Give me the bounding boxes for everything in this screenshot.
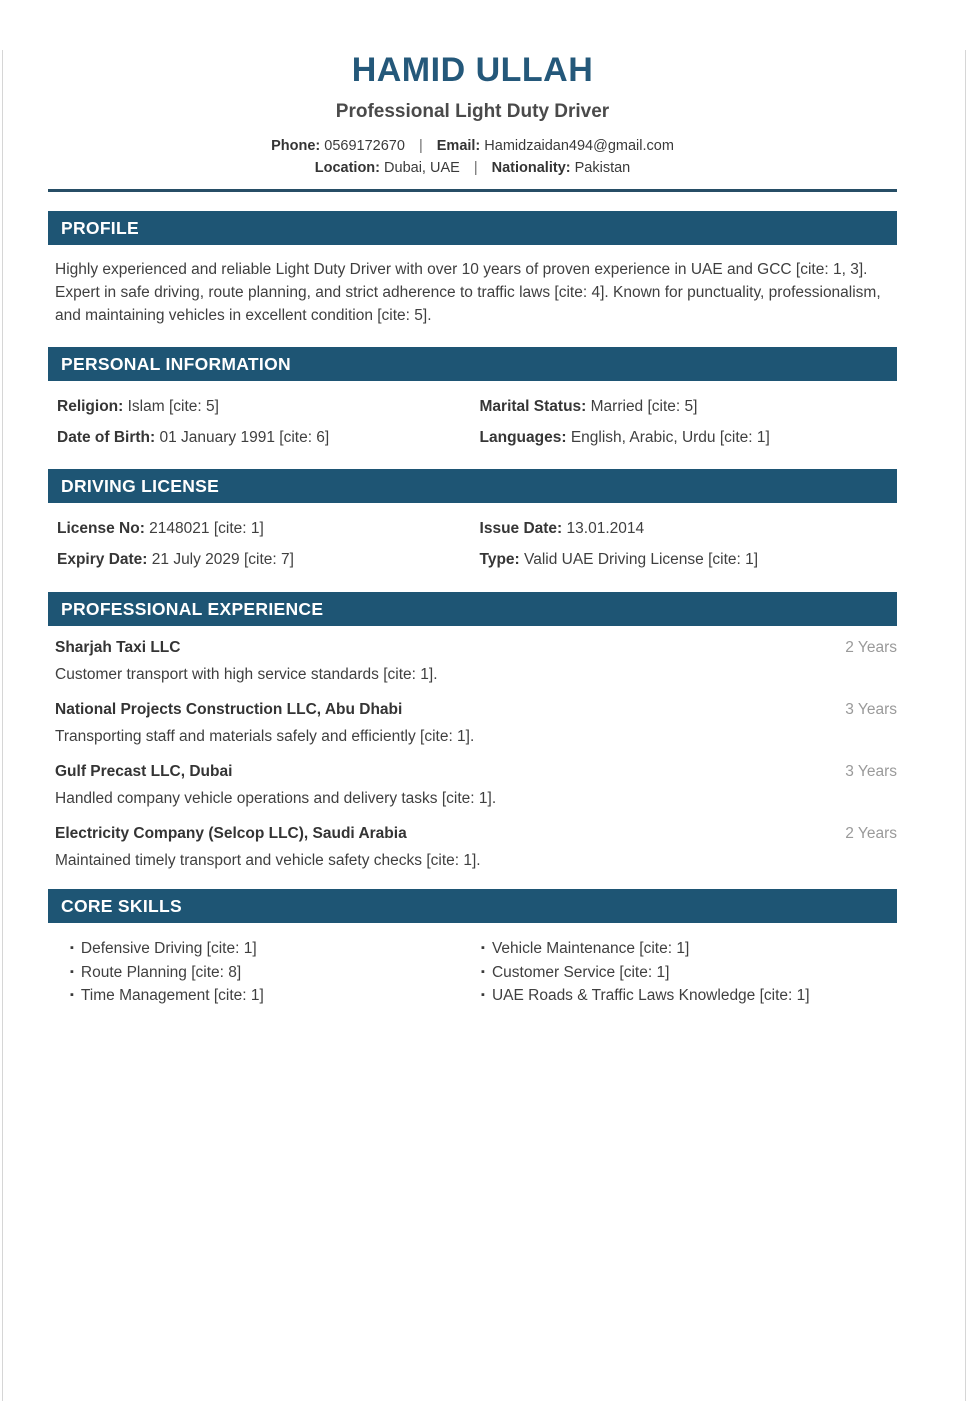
skill-label: Route Planning [cite: 8] xyxy=(80,963,242,981)
skills-grid xyxy=(48,923,897,1008)
skill-label: Vehicle Maintenance [cite: 1] xyxy=(491,940,690,957)
field-value: 01 January 1991 [cite: 6] xyxy=(159,429,330,446)
skill-item xyxy=(70,984,475,1008)
skills-column-right xyxy=(475,937,897,1008)
skill-item xyxy=(70,937,475,961)
skill-item xyxy=(481,961,897,985)
skill-label: UAE Roads & Traffic Laws Knowledge [cite: 1] xyxy=(491,987,810,1004)
experience-entry xyxy=(55,700,897,747)
header-divider xyxy=(48,189,897,192)
section-personal-information xyxy=(48,347,897,448)
bullet-icon: ▪ xyxy=(70,965,74,978)
field-label: License No: xyxy=(57,520,145,537)
field-label: Date of Birth: xyxy=(57,429,156,446)
experience-description: Maintained timely transport and vehicle safety checks [cite: 1]. xyxy=(55,852,481,869)
contact-block xyxy=(48,136,897,179)
personal-information-grid xyxy=(48,381,897,448)
field-value: English, Arabic, Urdu [cite: 1] xyxy=(570,429,770,446)
duration-badge: 2 Years xyxy=(845,825,897,842)
bullet-icon: ▪ xyxy=(481,965,485,978)
section-driving-license xyxy=(48,469,897,570)
experience-description: Handled company vehicle operations and delivery tasks [cite: 1]. xyxy=(55,790,497,807)
contact-line-1 xyxy=(48,136,897,158)
skill-label: Defensive Driving [cite: 1] xyxy=(80,940,257,957)
field-value: 2148021 [cite: 1] xyxy=(149,520,264,537)
section-experience xyxy=(48,592,897,871)
field-issue-date xyxy=(480,518,897,539)
experience-entry xyxy=(55,762,897,809)
phone-value: 0569172670 xyxy=(324,138,405,154)
job-title: Professional Light Duty Driver xyxy=(335,101,610,122)
candidate-name: HAMID ULLAH xyxy=(351,51,594,89)
bullet-icon: ▪ xyxy=(70,942,74,954)
bullet-icon: ▪ xyxy=(70,989,74,1001)
email-value: Hamidzaidan494@gmail.com xyxy=(484,138,674,154)
field-label: Religion: xyxy=(57,398,124,415)
skills-column-left xyxy=(48,937,475,1008)
bullet-icon: ▪ xyxy=(481,942,485,954)
company-name: Gulf Precast LLC, Dubai xyxy=(55,763,233,780)
email-label: Email: xyxy=(436,138,481,154)
separator: | xyxy=(418,138,423,154)
field-label: Issue Date: xyxy=(479,520,563,537)
field-expiry-date xyxy=(57,549,480,570)
section-profile xyxy=(48,211,897,327)
bullet-icon: ▪ xyxy=(481,989,485,1001)
section-core-skills xyxy=(48,889,897,1008)
field-value: Married [cite: 5] xyxy=(590,398,698,415)
resume-header xyxy=(48,50,897,192)
experience-entry xyxy=(55,824,897,871)
experience-list xyxy=(48,626,897,871)
nationality-value: Pakistan xyxy=(574,159,631,176)
skill-item xyxy=(70,961,475,985)
field-languages xyxy=(480,427,897,448)
field-label: Marital Status: xyxy=(479,398,587,415)
field-license-type xyxy=(480,549,897,570)
skill-item xyxy=(481,984,897,1008)
field-value: 13.01.2014 xyxy=(566,520,645,537)
resume-document xyxy=(48,50,897,1008)
profile-heading: PROFILE xyxy=(48,211,897,245)
duration-badge: 3 Years xyxy=(845,701,897,718)
duration-badge: 3 Years xyxy=(845,763,897,780)
company-name: Sharjah Taxi LLC xyxy=(55,639,181,656)
field-label: Languages: xyxy=(479,429,567,446)
field-value: Valid UAE Driving License [cite: 1] xyxy=(524,551,759,568)
field-license-no xyxy=(57,518,480,539)
location-value: Dubai, UAE xyxy=(384,159,460,176)
separator: | xyxy=(473,159,478,176)
field-value: Islam [cite: 5] xyxy=(127,398,219,415)
field-religion xyxy=(57,396,480,417)
skill-item xyxy=(481,937,897,961)
driving-license-heading: DRIVING LICENSE xyxy=(48,469,897,503)
profile-summary: Highly experienced and reliable Light Duty Driver with over 10 years of proven experience in UAE and GCC [cite: 1, 3]. Expert in safe driving, route planning, and strict adherence to traffic laws [cite: 4]. Known for punctuality, professionalism, and maintaining vehicles in excellent condition [cite: 5]. xyxy=(55,261,881,324)
field-value: 21 July 2029 [cite: 7] xyxy=(151,551,294,568)
field-label: Type: xyxy=(479,551,520,568)
experience-entry xyxy=(55,638,897,685)
field-marital-status xyxy=(480,396,897,417)
company-name: Electricity Company (Selcop LLC), Saudi Arabia xyxy=(55,825,407,842)
driving-license-grid xyxy=(48,503,897,570)
field-label: Expiry Date: xyxy=(57,551,148,568)
phone-label: Phone: xyxy=(271,138,321,154)
skill-label: Customer Service [cite: 1] xyxy=(491,963,670,981)
personal-information-heading: PERSONAL INFORMATION xyxy=(48,347,897,381)
skill-label: Time Management [cite: 1] xyxy=(80,987,264,1004)
company-name: National Projects Construction LLC, Abu Dhabi xyxy=(55,701,403,718)
contact-line-2 xyxy=(48,158,897,180)
experience-description: Customer transport with high service standards [cite: 1]. xyxy=(55,666,438,683)
experience-heading: PROFESSIONAL EXPERIENCE xyxy=(48,592,897,626)
nationality-label: Nationality: xyxy=(491,159,571,176)
experience-description: Transporting staff and materials safely and efficiently [cite: 1]. xyxy=(55,728,475,745)
duration-badge: 2 Years xyxy=(845,639,897,656)
field-date-of-birth xyxy=(57,427,480,448)
location-label: Location: xyxy=(314,159,380,176)
core-skills-heading: CORE SKILLS xyxy=(48,889,897,923)
